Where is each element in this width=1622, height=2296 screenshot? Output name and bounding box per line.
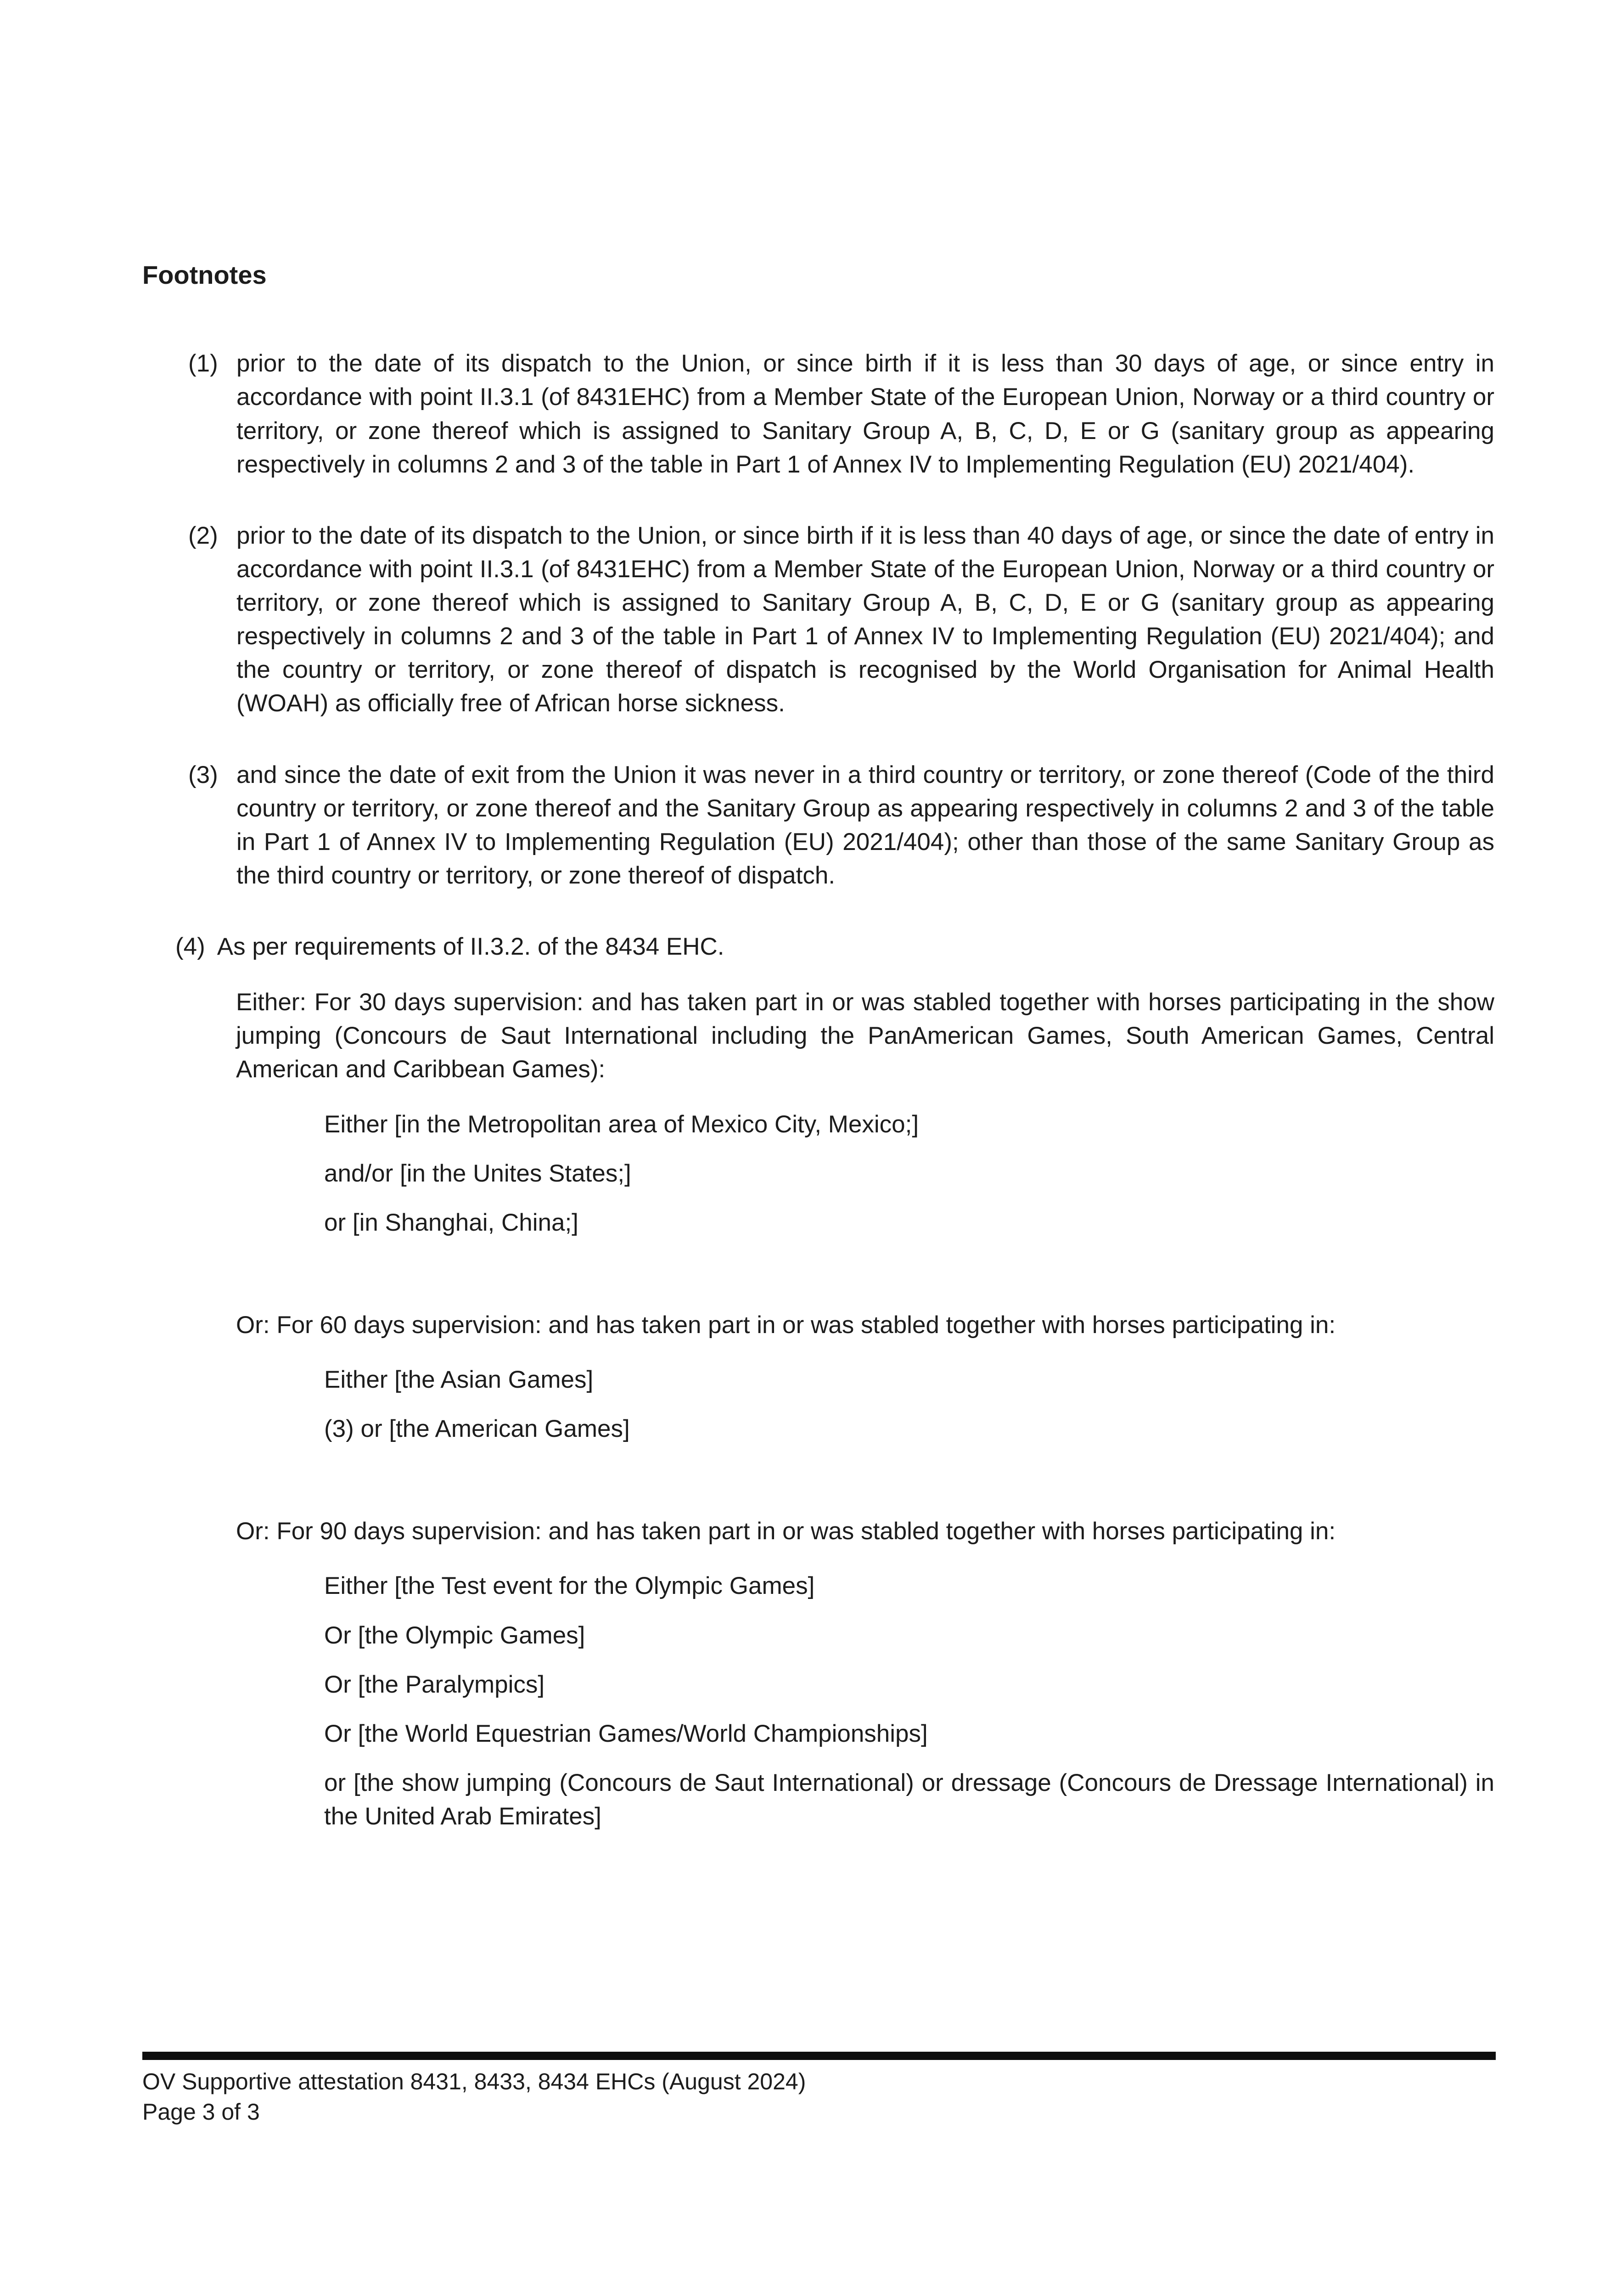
footnote-text: As per requirements of II.3.2. of the 8434 EHC. bbox=[217, 933, 724, 961]
section-intro: Or: For 60 days supervision: and has taken part in or was stabled together with horses participating in: bbox=[236, 1311, 1336, 1339]
footer-divider bbox=[142, 2052, 1496, 2060]
option-item: or [in Shanghai, China;] bbox=[324, 1209, 578, 1236]
footnote-text: and since the date of exit from the Union it was never in a third country or territory, or zone thereof (Code of the third country or territory, or zone thereof and the Sanitary Group as appearing respectively in columns 2 and 3 of the table in Part 1 of Annex IV to Implementing Regulation (EU) 2021/404); other than those of the same Sanitary Group as the third country or territory, or zone thereof of dispatch. bbox=[236, 761, 1494, 889]
footnote-text: prior to the date of its dispatch to the Union, or since birth if it is less than 40 days of age, or since the date of entry in accordance with point II.3.1 (of 8431EHC) from a Member State of the European Union, Norway or a third country or territory, or zone thereof which is assigned to Sanitary Group A, B, C, D, E or G (sanitary group as appearing respectively in columns 2 and 3 of the table in Part 1 of Annex IV to Implementing Regulation (EU) 2021/404); and the country or territory, or zone thereof of dispatch is recognised by the World Organisation for Animal Health (WOAH) as officially free of African horse sickness. bbox=[236, 522, 1494, 717]
option-item: and/or [in the Unites States;] bbox=[324, 1159, 631, 1187]
footnote-item-1 bbox=[188, 347, 1494, 481]
footer-doc-title: OV Supportive attestation 8431, 8433, 8434 EHCs (August 2024) bbox=[142, 2069, 806, 2094]
option-item: Or [the World Equestrian Games/World Championships] bbox=[324, 1720, 928, 1747]
option-item: Either [the Asian Games] bbox=[324, 1366, 594, 1394]
supervision-section-60-days bbox=[236, 1308, 1494, 1446]
footnote-number: (3) bbox=[188, 761, 218, 788]
footnote-item-4 bbox=[175, 930, 1494, 963]
supervision-section-30-days bbox=[236, 985, 1494, 1239]
section-intro: Either: For 30 days supervision: and has taken part in or was stabled together with horses participating in the show jumping (Concours de Saut International including the PanAmerican Games, South American Games, Central American and Caribbean Games): bbox=[236, 989, 1494, 1083]
option-item: Either [in the Metropolitan area of Mexico City, Mexico;] bbox=[324, 1110, 919, 1138]
option-item: or [the show jumping (Concours de Saut International) or dressage (Concours de Dressage International) in the United Arab Emirates] bbox=[324, 1769, 1494, 1830]
option-item: Or [the Paralympics] bbox=[324, 1671, 545, 1698]
footnote-item-2 bbox=[188, 519, 1494, 720]
section-options bbox=[324, 1108, 1494, 1239]
footer-page-number: Page 3 of 3 bbox=[142, 2099, 260, 2125]
footnote-number: (2) bbox=[188, 522, 218, 549]
option-item: Either [the Test event for the Olympic Games] bbox=[324, 1572, 815, 1600]
option-item: (3) or [the American Games] bbox=[324, 1415, 630, 1443]
section-intro: Or: For 90 days supervision: and has taken part in or was stabled together with horses participating in: bbox=[236, 1518, 1336, 1545]
page-footer bbox=[142, 2052, 1496, 2127]
footnote-number: (4) bbox=[175, 933, 205, 961]
option-item: Or [the Olympic Games] bbox=[324, 1621, 585, 1649]
footnote-item-3 bbox=[188, 758, 1494, 893]
footnotes-heading: Footnotes bbox=[142, 260, 267, 289]
footnote-number: (1) bbox=[188, 350, 218, 377]
section-options bbox=[324, 1569, 1494, 1833]
supervision-section-90-days bbox=[236, 1514, 1494, 1833]
section-options bbox=[324, 1363, 1494, 1446]
footnote-text: prior to the date of its dispatch to the Union, or since birth if it is less than 30 days of age, or since entry in accordance with point II.3.1 (of 8431EHC) from a Member State of the European Union, Norway or a third country or territory, or zone thereof which is assigned to Sanitary Group A, B, C, D, E or G (sanitary group as appearing respectively in columns 2 and 3 of the table in Part 1 of Annex IV to Implementing Regulation (EU) 2021/404). bbox=[236, 350, 1494, 478]
